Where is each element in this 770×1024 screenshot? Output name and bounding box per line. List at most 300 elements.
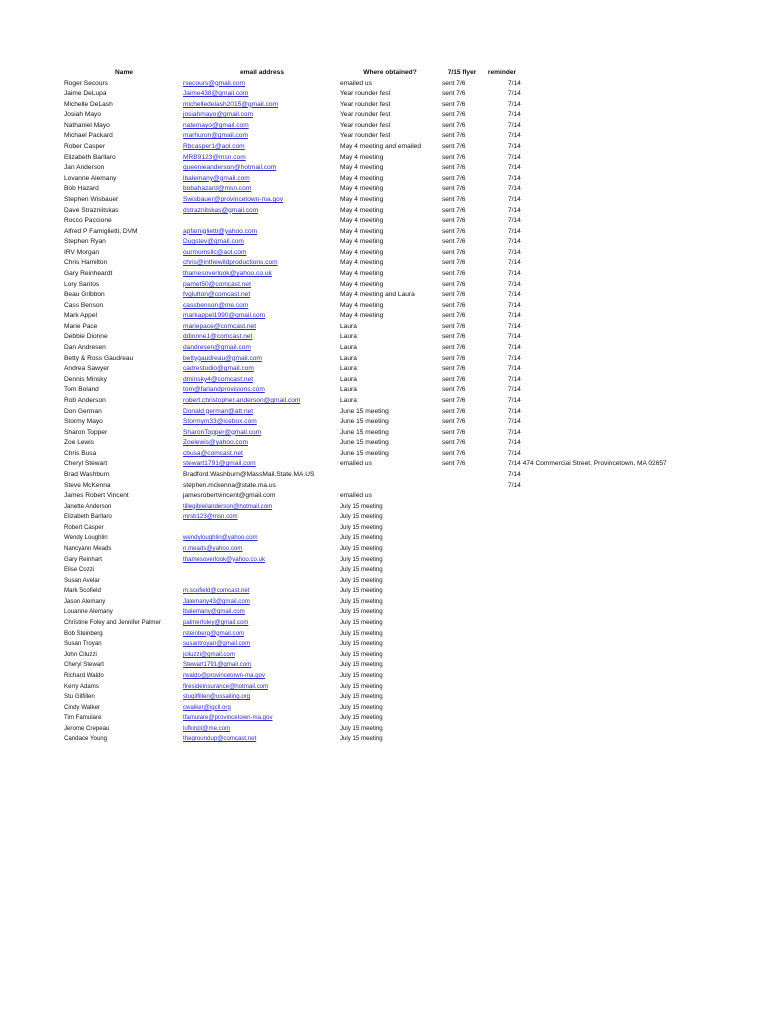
reminder-date: 7/14 <box>508 259 521 267</box>
flyer-status: sent 7/6 <box>442 333 466 341</box>
contact-name: Wendy Loughlin <box>64 534 108 542</box>
email-link[interactable]: Rbcasper1@aol.com <box>183 143 245 151</box>
where-obtained: May 4 meeting and Laura <box>340 291 415 299</box>
reminder-date: 7/14 <box>508 386 521 394</box>
email-text: jamesrobertvincent@gmail.com <box>183 492 276 500</box>
contact-name: Cheryl Stewart <box>64 460 108 468</box>
where-obtained: July 15 meeting <box>340 545 383 553</box>
where-obtained: July 15 meeting <box>340 523 383 531</box>
email-link[interactable]: MRB9123@msn.com <box>183 153 246 161</box>
contact-name: Betty & Ross Gaudreau <box>64 354 134 362</box>
email-link[interactable]: ddionne1@comcast.net <box>183 333 253 341</box>
reminder-date: 7/14 <box>508 333 521 341</box>
table-row <box>0 110 770 121</box>
contact-name: Chris Busa <box>64 449 97 457</box>
reminder-date: 7/14 <box>508 90 521 98</box>
table-row <box>0 343 770 354</box>
table-row <box>0 258 770 269</box>
contact-name: Rocco Paccione <box>64 217 112 225</box>
reminder-date: 7/14 <box>508 439 521 447</box>
reminder-date: 7/14 <box>508 195 521 203</box>
email-link[interactable]: cadrestudio@gmail.com <box>183 365 254 373</box>
contact-name: Richard Waldo <box>64 671 104 679</box>
table-row <box>0 639 770 650</box>
contact-name: Mark Appel <box>64 312 97 320</box>
where-obtained: Laura <box>340 333 357 341</box>
table-row <box>0 491 770 502</box>
table-row <box>0 555 770 566</box>
flyer-status: sent 7/6 <box>442 121 466 129</box>
flyer-status: sent 7/6 <box>442 291 466 299</box>
contact-name: Lory Santos <box>64 280 100 288</box>
flyer-status: sent 7/6 <box>442 322 466 330</box>
flyer-status: sent 7/6 <box>442 174 466 182</box>
where-obtained: May 4 meeting and emailed <box>340 143 422 151</box>
contact-name: Cass Benson <box>64 301 104 309</box>
reminder-date: 7/14 <box>508 121 521 129</box>
where-obtained: July 15 meeting <box>340 724 383 732</box>
flyer-status: sent 7/6 <box>442 407 466 415</box>
table-row <box>0 449 770 460</box>
reminder-date: 7/14 <box>508 227 521 235</box>
email-text: stephen.mckenna@state.ma.us <box>183 481 276 489</box>
reminder-date: 7/14 <box>508 280 521 288</box>
email-link[interactable]: chris@inthewildproductions.com <box>183 259 278 267</box>
reminder-date: 7/14 <box>508 428 521 436</box>
email-link[interactable]: tom@farlandprovisions.com <box>183 386 265 394</box>
email-link[interactable]: marhuron@gmail.com <box>183 132 248 140</box>
where-obtained: July 15 meeting <box>340 661 383 669</box>
contact-name: Tom Boland <box>64 386 99 394</box>
reminder-date: 7/14 <box>508 100 521 108</box>
contact-name: Michael Packard <box>64 132 113 140</box>
table-row <box>0 512 770 523</box>
contact-name: Sharon Topper <box>64 428 108 436</box>
where-obtained: May 4 meeting <box>340 238 384 246</box>
email-link[interactable]: wendyloughlin@yahoo.com <box>183 534 258 542</box>
table-row <box>0 629 770 640</box>
contact-name: Jan Anderson <box>64 164 105 172</box>
contact-name: Louanne Alemany <box>64 608 113 616</box>
contact-name: Jason Alemany <box>64 597 106 605</box>
header-email: email address <box>240 69 284 76</box>
email-link[interactable]: fvglutton@comcast.net <box>183 291 251 299</box>
email-link[interactable]: Swisbauer@provincetown-ma.gov <box>183 195 284 203</box>
email-link[interactable]: thamesoverlook@yahoo.co.uk <box>183 269 272 277</box>
where-obtained: July 15 meeting <box>340 608 383 616</box>
table-row <box>0 470 770 481</box>
reminder-date: 7/14 <box>508 375 521 383</box>
table-row <box>0 79 770 90</box>
contact-name: Susan Troyan <box>64 640 102 648</box>
where-obtained: July 15 meeting <box>340 566 383 574</box>
contact-name: Josiah Mayo <box>64 111 102 119</box>
email-link[interactable]: robert.christopher.anderson@gmail.com <box>183 396 301 404</box>
contact-name: Steve McKenna <box>64 481 111 489</box>
contact-name: Elizabeth Barllaro <box>64 513 112 521</box>
email-link[interactable]: mrsb123@msn.com <box>183 513 238 521</box>
table-row <box>0 163 770 174</box>
table-row <box>0 586 770 597</box>
table-row <box>0 407 770 418</box>
where-obtained: emailed us <box>340 460 372 468</box>
where-obtained: July 15 meeting <box>340 703 383 711</box>
where-obtained: Year rounder fest <box>340 111 391 119</box>
flyer-status: sent 7/6 <box>442 206 466 214</box>
reminder-date: 7/14 <box>508 164 521 172</box>
flyer-status: sent 7/6 <box>442 195 466 203</box>
contact-name: Rober Casper <box>64 143 106 151</box>
flyer-status: sent 7/6 <box>442 449 466 457</box>
reminder-date: 7/14 <box>508 238 521 246</box>
email-link[interactable]: n.meads@yahoo.com <box>183 545 243 553</box>
reminder-date: 7/14 <box>508 132 521 140</box>
flyer-status: sent 7/6 <box>442 354 466 362</box>
contact-name: Andrea Sawyer <box>64 365 110 373</box>
email-link[interactable]: lbalemany@gmail.com <box>183 174 250 182</box>
table-row <box>0 502 770 513</box>
table-row <box>0 100 770 111</box>
table-row <box>0 544 770 555</box>
flyer-status: sent 7/6 <box>442 132 466 140</box>
contact-name: Stephen Ryan <box>64 238 106 246</box>
spreadsheet <box>0 68 770 745</box>
reminder-date: 7/14 <box>508 143 521 151</box>
reminder-date: 7/14 <box>508 217 521 225</box>
table-row <box>0 153 770 164</box>
where-obtained: May 4 meeting <box>340 227 384 235</box>
contact-name: Stu Gilfillen <box>64 693 95 701</box>
contact-name: Gary Reinheardt <box>64 269 113 277</box>
email-link[interactable]: Stewart1791@gmail.com <box>183 661 252 669</box>
table-row <box>0 724 770 735</box>
flyer-status: sent 7/6 <box>442 375 466 383</box>
contact-name: Stephen Wisbauer <box>64 195 119 203</box>
contact-name: John Ciluzzi <box>64 650 97 658</box>
contact-name: Bob Steinberg <box>64 629 103 637</box>
email-link[interactable]: josiahmayo@gmail.com <box>183 111 254 119</box>
email-link[interactable]: susantroyan@gmail.com <box>183 640 251 648</box>
reminder-date: 7/14 <box>508 365 521 373</box>
contact-name: Robert Casper <box>64 523 104 531</box>
contact-name: Cheryl Stewart <box>64 661 104 669</box>
email-link[interactable]: rsecours@gmail.com <box>183 79 246 87</box>
table-row <box>0 332 770 343</box>
table-row <box>0 565 770 576</box>
reminder-date: 7/14 <box>508 248 521 256</box>
contact-name: Nancyann Meads <box>64 545 112 553</box>
reminder-date: 7/14 <box>508 354 521 362</box>
where-obtained: July 15 meeting <box>340 735 383 743</box>
email-link[interactable]: thamesoverlook@yahoo.co.uk <box>183 555 266 563</box>
email-link[interactable]: SharonTopper@gmail.com <box>183 428 262 436</box>
table-row <box>0 322 770 333</box>
where-obtained: May 4 meeting <box>340 164 384 172</box>
contact-name: Elizabeth Barllaro <box>64 153 116 161</box>
email-link[interactable]: dminsky4@comcast.net <box>183 375 254 383</box>
table-row <box>0 195 770 206</box>
reminder-date: 7/14 <box>508 481 521 489</box>
table-row <box>0 184 770 195</box>
contact-name: Dave Strazniitskas <box>64 206 119 214</box>
email-link[interactable]: lufkinpt@me.com <box>183 724 231 732</box>
email-link[interactable]: palmerfoley@gmail.com <box>183 619 249 627</box>
flyer-status: sent 7/6 <box>442 90 466 98</box>
table-row <box>0 311 770 322</box>
email-link[interactable]: Donald.german@att.net <box>183 407 254 415</box>
email-link[interactable]: Jalemany43@gmail.com <box>183 597 250 605</box>
table-row <box>0 131 770 142</box>
contact-name: Alfred P Famiglietti, DVM <box>64 227 138 235</box>
table-row <box>0 713 770 724</box>
contact-name: Debbie Dionne <box>64 333 108 341</box>
email-link[interactable]: tillegibleilanderson@hotmail.com <box>183 502 273 510</box>
where-obtained: May 4 meeting <box>340 195 384 203</box>
reminder-date: 7/14 <box>508 79 521 87</box>
contact-name: Christine Foley and Jennifer Palmer <box>64 619 161 627</box>
email-link[interactable]: cassbenson@me.com <box>183 301 249 309</box>
flyer-status: sent 7/6 <box>442 386 466 394</box>
where-obtained: May 4 meeting <box>340 174 384 182</box>
email-link[interactable]: markappel1990@gmail.com <box>183 312 266 320</box>
email-link[interactable]: lbalemany@gmail.com <box>183 608 245 616</box>
flyer-status: sent 7/6 <box>442 259 466 267</box>
contact-name: Rob Anderson <box>64 396 106 404</box>
table-row <box>0 660 770 671</box>
table-row <box>0 523 770 534</box>
table-row <box>0 354 770 365</box>
reminder-date: 7/14 <box>508 185 521 193</box>
table-row <box>0 121 770 132</box>
email-link[interactable]: m.scofield@comcast.net <box>183 587 250 595</box>
where-obtained: July 15 meeting <box>340 502 383 510</box>
where-obtained: July 15 meeting <box>340 714 383 722</box>
email-link[interactable]: firesideinsurance@hotmail.com <box>183 682 269 690</box>
table-row <box>0 385 770 396</box>
where-obtained: June 15 meeting <box>340 428 389 436</box>
table-body <box>0 79 770 745</box>
flyer-status: sent 7/6 <box>442 396 466 404</box>
table-row <box>0 227 770 238</box>
reminder-date: 7/14 <box>508 449 521 457</box>
email-link[interactable]: cbusa@comcast.net <box>183 449 243 457</box>
email-link[interactable]: thegroundup@comcast.net <box>183 735 257 743</box>
where-obtained: May 4 meeting <box>340 217 384 225</box>
table-row <box>0 650 770 661</box>
where-obtained: Laura <box>340 396 357 404</box>
reminder-date: 7/14 <box>508 111 521 119</box>
header-row <box>0 68 770 79</box>
where-obtained: July 15 meeting <box>340 640 383 648</box>
flyer-status: sent 7/6 <box>442 227 466 235</box>
contact-name: IRV Morgan <box>64 248 100 256</box>
email-link[interactable]: cwalker@igcil.org <box>183 703 231 711</box>
contact-name: Kerry Adams <box>64 682 99 690</box>
where-obtained: Year rounder fest <box>340 132 391 140</box>
where-obtained: Year rounder fest <box>340 100 391 108</box>
reminder-date: 7/14 <box>508 153 521 161</box>
email-link[interactable]: rwaldo@provincetown-ma.gov <box>183 671 266 679</box>
flyer-status: sent 7/6 <box>442 248 466 256</box>
where-obtained: July 15 meeting <box>340 555 383 563</box>
contact-name: Mark Scofield <box>64 587 101 595</box>
table-row <box>0 428 770 439</box>
reminder-date: 7/14 <box>508 312 521 320</box>
table-row <box>0 459 770 470</box>
reminder-date: 7/14 <box>508 396 521 404</box>
contact-name: Don German <box>64 407 102 415</box>
table-row <box>0 618 770 629</box>
contact-name: Susan Avelar <box>64 576 100 584</box>
email-link[interactable]: pamet50@comcast.net <box>183 280 251 288</box>
flyer-status: sent 7/6 <box>442 418 466 426</box>
email-link[interactable]: tfamulare@provincetown-ma.gov <box>183 714 273 722</box>
email-link[interactable]: jciluzzi@gmail.com <box>183 650 235 658</box>
reminder-date: 7/14 <box>508 291 521 299</box>
where-obtained: May 4 meeting <box>340 259 384 267</box>
table-row <box>0 692 770 703</box>
email-link[interactable]: apfamiglietti@yahoo.com <box>183 227 258 235</box>
email-link[interactable]: queenieanderson@hotmail.com <box>183 164 277 172</box>
table-row <box>0 301 770 312</box>
where-obtained: May 4 meeting <box>340 269 384 277</box>
flyer-status: sent 7/6 <box>442 153 466 161</box>
contact-name: James Robert Vincent <box>64 492 129 500</box>
email-link[interactable]: Stormym33@icebox.com <box>183 418 257 426</box>
email-link[interactable]: bobahazard@msn.com <box>183 185 252 193</box>
table-row <box>0 703 770 714</box>
email-link[interactable]: Dugstev@gmail.com <box>183 238 244 246</box>
table-row <box>0 280 770 291</box>
table-row <box>0 607 770 618</box>
where-obtained: May 4 meeting <box>340 280 384 288</box>
where-obtained: July 15 meeting <box>340 534 383 542</box>
where-obtained: June 15 meeting <box>340 439 389 447</box>
where-obtained: July 15 meeting <box>340 597 383 605</box>
contact-name: Stormy Mayo <box>64 418 103 426</box>
where-obtained: May 4 meeting <box>340 206 384 214</box>
header-where-obtained: Where obtained? <box>363 69 417 76</box>
reminder-date: 7/14 474 Commercial Street, Provincetown, MA 02657 <box>508 460 667 468</box>
where-obtained: May 4 meeting <box>340 301 384 309</box>
email-link[interactable]: stugilfillen@ussailing.org <box>183 693 251 701</box>
reminder-date: 7/14 <box>508 418 521 426</box>
where-obtained: July 15 meeting <box>340 693 383 701</box>
contact-name: Gary Reinhart <box>64 555 102 563</box>
where-obtained: July 15 meeting <box>340 576 383 584</box>
where-obtained: Laura <box>340 354 357 362</box>
table-row <box>0 174 770 185</box>
email-link[interactable]: natemayo@gmail.com <box>183 121 249 129</box>
flyer-status: sent 7/6 <box>442 344 466 352</box>
table-row <box>0 269 770 280</box>
email-link[interactable]: Jaime438@gmail.com <box>183 90 249 98</box>
where-obtained: July 15 meeting <box>340 587 383 595</box>
header-name: Name <box>115 69 133 76</box>
contact-name: Brad Washburn <box>64 470 110 478</box>
email-link[interactable]: ourmomsllc@aol.com <box>183 248 247 256</box>
contact-name: Candace Young <box>64 735 108 743</box>
where-obtained: emailed us <box>340 79 372 87</box>
contact-name: Dennis Minsky <box>64 375 107 383</box>
flyer-status: sent 7/6 <box>442 301 466 309</box>
table-row <box>0 89 770 100</box>
contact-name: Jaime DeLupa <box>64 90 107 98</box>
table-row <box>0 237 770 248</box>
reminder-date: 7/14 <box>508 407 521 415</box>
where-obtained: May 4 meeting <box>340 153 384 161</box>
where-obtained: July 15 meeting <box>340 671 383 679</box>
flyer-status: sent 7/6 <box>442 312 466 320</box>
where-obtained: Laura <box>340 344 357 352</box>
reminder-date: 7/14 <box>508 269 521 277</box>
table-row <box>0 248 770 259</box>
email-link[interactable]: mariepace@comcast.net <box>183 322 257 330</box>
where-obtained: May 4 meeting <box>340 185 384 193</box>
email-link[interactable]: dandresen@gmail.com <box>183 344 251 352</box>
email-link[interactable]: stewart1791@gmail.com <box>183 460 256 468</box>
table-row <box>0 206 770 217</box>
table-row <box>0 290 770 301</box>
table-row <box>0 364 770 375</box>
table-row <box>0 597 770 608</box>
where-obtained: July 15 meeting <box>340 682 383 690</box>
where-obtained: emailed us <box>340 492 372 500</box>
flyer-status: sent 7/6 <box>442 79 466 87</box>
email-link[interactable]: michelledelash2015@gmail.com <box>183 100 279 108</box>
email-link[interactable]: Zoelewis@yahoo.com <box>183 439 248 447</box>
table-row <box>0 533 770 544</box>
where-obtained: May 4 meeting <box>340 312 384 320</box>
flyer-status: sent 7/6 <box>442 143 466 151</box>
flyer-status: sent 7/6 <box>442 439 466 447</box>
contact-name: Michelle DeLash <box>64 100 113 108</box>
contact-name: Bob Hazard <box>64 185 99 193</box>
where-obtained: July 15 meeting <box>340 513 383 521</box>
where-obtained: Laura <box>340 322 357 330</box>
where-obtained: June 15 meeting <box>340 407 389 415</box>
where-obtained: June 15 meeting <box>340 449 389 457</box>
flyer-status: sent 7/6 <box>442 111 466 119</box>
where-obtained: May 4 meeting <box>340 248 384 256</box>
table-row <box>0 375 770 386</box>
flyer-status: sent 7/6 <box>442 269 466 277</box>
contact-name: Beau Gribbon <box>64 291 105 299</box>
where-obtained: Year rounder fest <box>340 90 391 98</box>
email-link[interactable]: bettygaudreau@gmail.com <box>183 354 262 362</box>
email-link[interactable]: rsteinberg@gmail.com <box>183 629 245 637</box>
email-text: Bradford.Washburn@MassMail.State.MA.US <box>183 470 315 478</box>
table-row <box>0 417 770 428</box>
flyer-status: sent 7/6 <box>442 280 466 288</box>
flyer-status: sent 7/6 <box>442 428 466 436</box>
where-obtained: Year rounder fest <box>340 121 391 129</box>
where-obtained: July 15 meeting <box>340 629 383 637</box>
header-reminder: reminder <box>487 69 517 76</box>
flyer-status: sent 7/6 <box>442 100 466 108</box>
contact-name: Nathaniel Mayo <box>64 121 110 129</box>
contact-name: Elise Cozzi <box>64 566 95 574</box>
email-link[interactable]: dstraznitskas@gmail.com <box>183 206 259 214</box>
flyer-status: sent 7/6 <box>442 185 466 193</box>
reminder-date: 7/14 <box>508 470 521 478</box>
table-row <box>0 576 770 587</box>
contact-name: Roger Secours <box>64 79 108 87</box>
table-row <box>0 481 770 492</box>
where-obtained: Laura <box>340 386 357 394</box>
where-obtained: Laura <box>340 365 357 373</box>
contact-name: Tim Famulare <box>64 714 102 722</box>
